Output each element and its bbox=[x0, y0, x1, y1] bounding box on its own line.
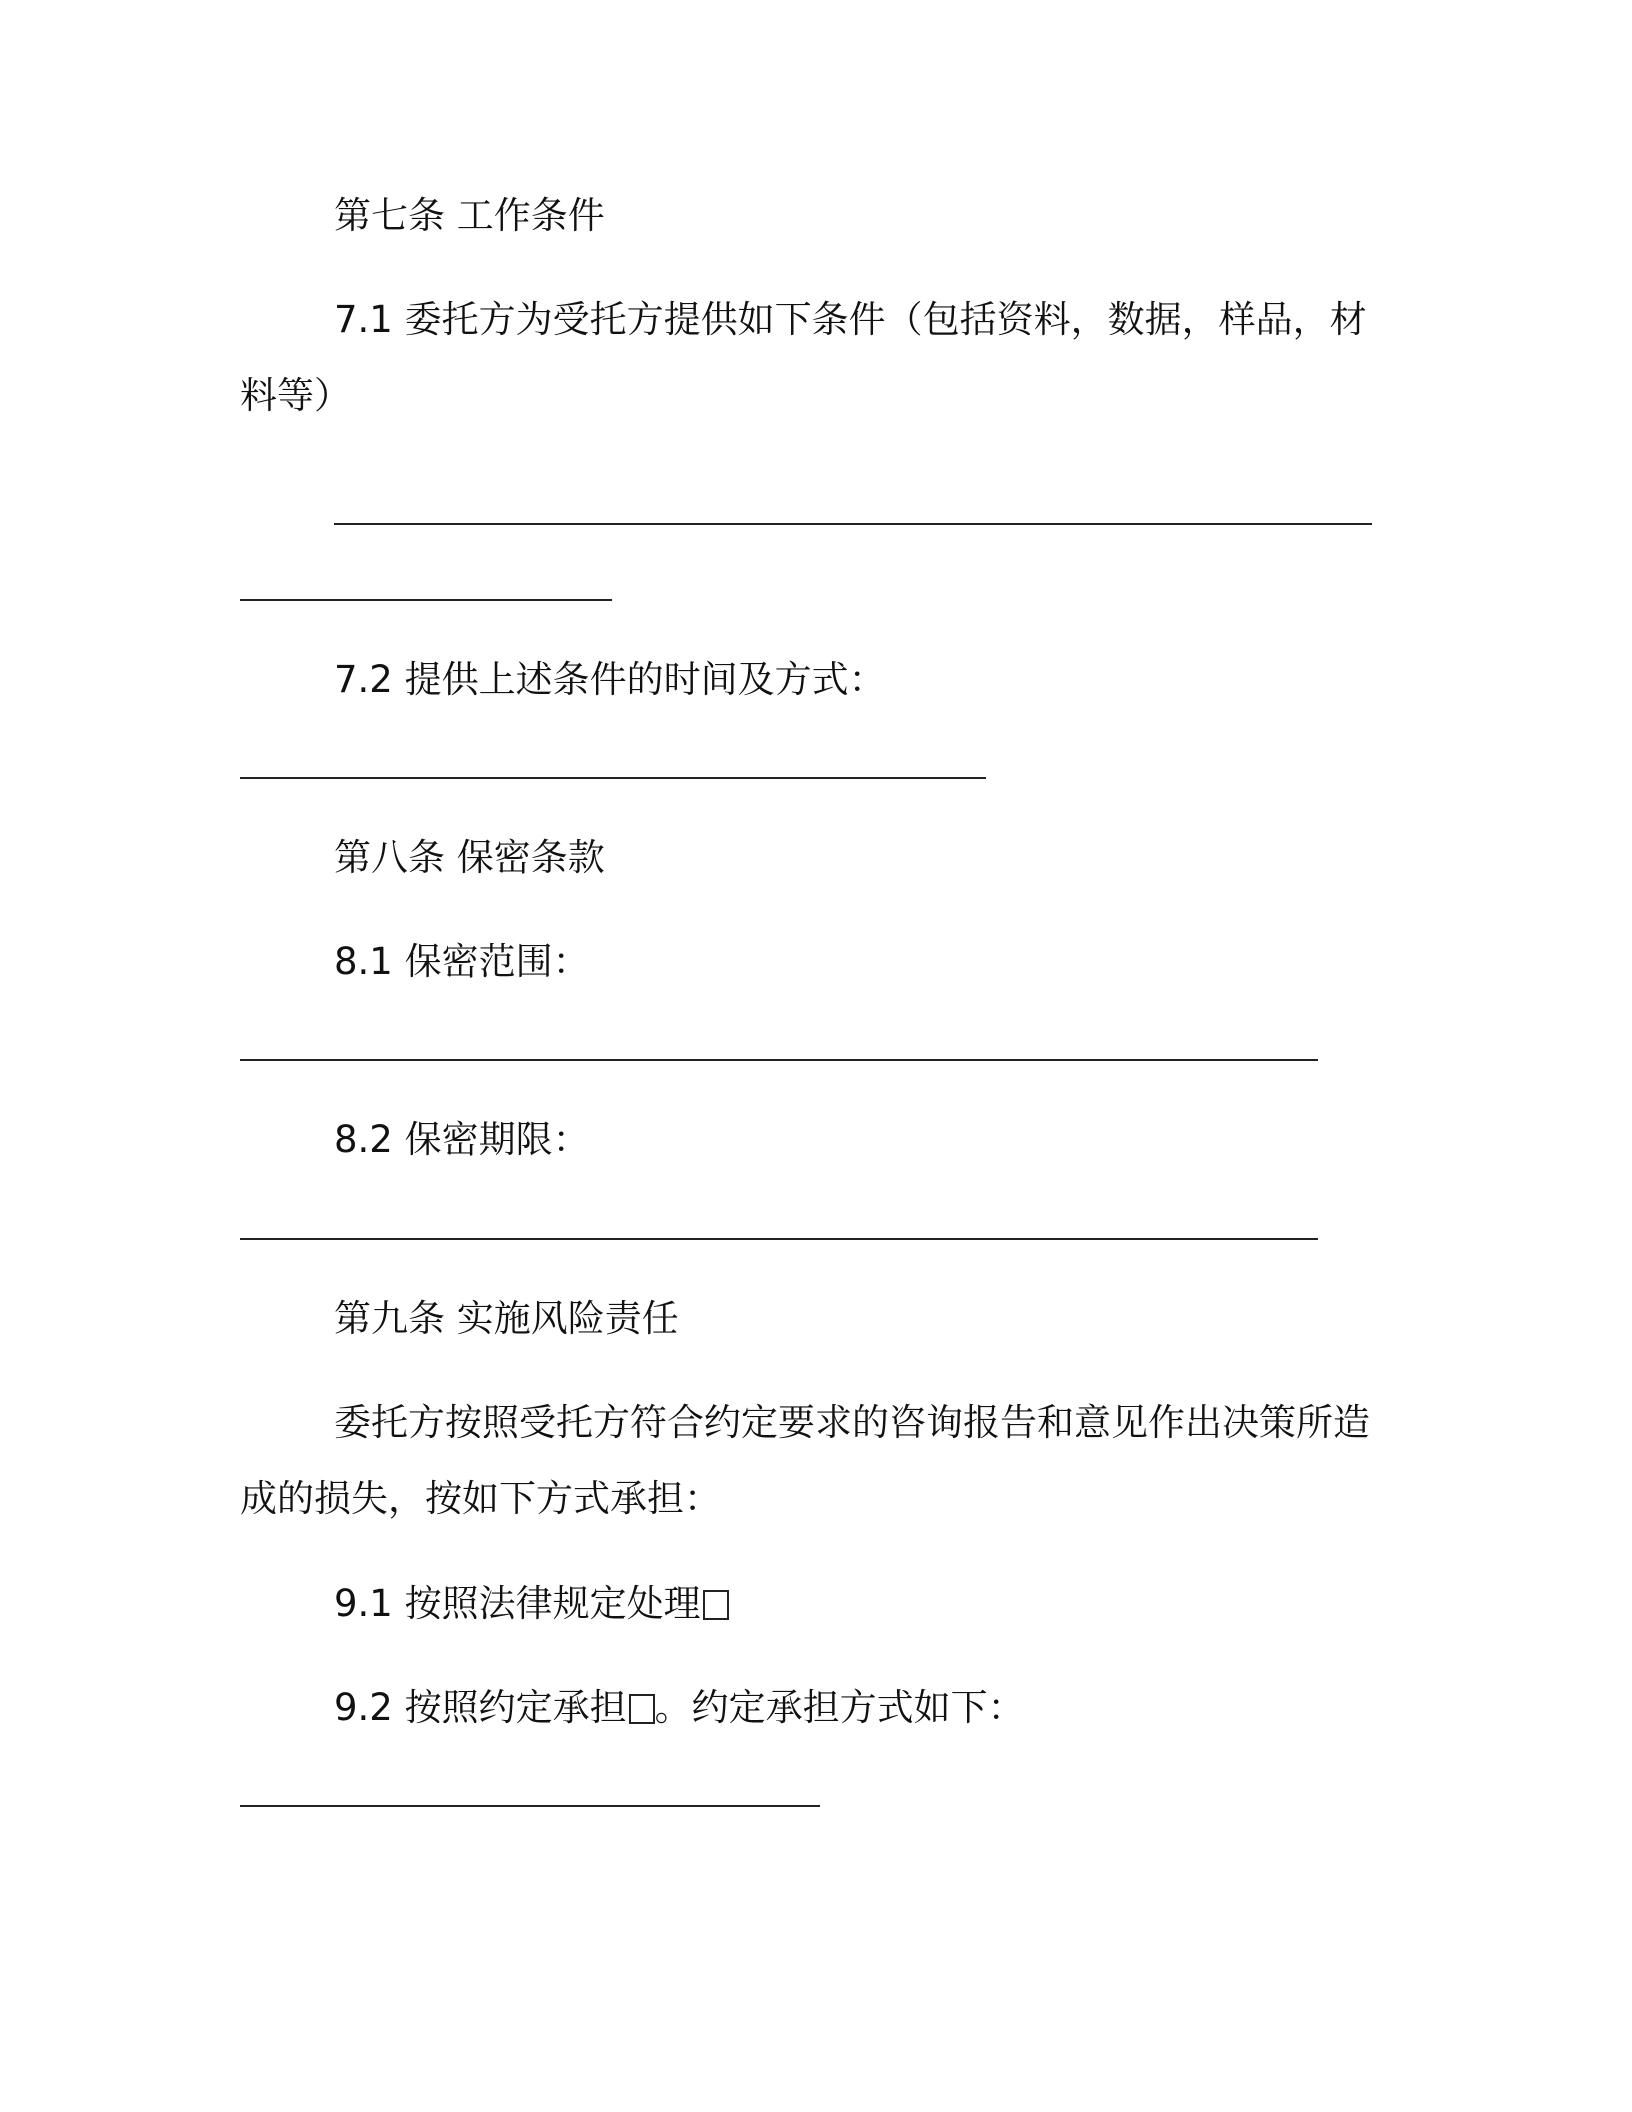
fill-blank-8-2[interactable] bbox=[240, 1238, 1318, 1240]
article9-intro-line2: 成的损失，按如下方式承担： bbox=[240, 1477, 721, 1520]
option-9-1-label: 9.1 按照法律规定处理 bbox=[334, 1582, 701, 1625]
fill-blank-7-2[interactable] bbox=[240, 777, 986, 779]
article9-intro-line1: 委托方按照受托方符合约定要求的咨询报告和意见作出决策所造 bbox=[334, 1401, 1370, 1444]
article7-heading: 第七条 工作条件 bbox=[334, 194, 605, 237]
option-9-1-checkbox[interactable] bbox=[703, 1590, 729, 1620]
clause-7-1-line2: 料等） bbox=[240, 374, 351, 417]
clause-7-2: 7.2 提供上述条件的时间及方式： bbox=[334, 658, 886, 701]
clause-8-2: 8.2 保密期限： bbox=[334, 1118, 590, 1161]
fill-blank-8-1[interactable] bbox=[240, 1059, 1318, 1061]
fill-blank-7-1-b[interactable] bbox=[240, 599, 612, 601]
clause-8-1: 8.1 保密范围： bbox=[334, 940, 590, 983]
fill-blank-9-2[interactable] bbox=[240, 1805, 820, 1807]
option-9-1 bbox=[334, 1580, 729, 1628]
fill-blank-7-1-a[interactable] bbox=[334, 523, 1372, 525]
option-9-2-suffix: 。约定承担方式如下： bbox=[654, 1686, 1025, 1729]
clause-7-1-line1: 7.1 委托方为受托方提供如下条件（包括资料，数据，样品，材 bbox=[334, 298, 1367, 341]
option-9-2-label: 9.2 按照约定承担 bbox=[334, 1686, 627, 1729]
article9-heading: 第九条 实施风险责任 bbox=[334, 1297, 679, 1340]
article8-heading: 第八条 保密条款 bbox=[334, 836, 605, 879]
option-9-2-checkbox[interactable] bbox=[629, 1694, 655, 1724]
option-9-2 bbox=[334, 1684, 1025, 1732]
